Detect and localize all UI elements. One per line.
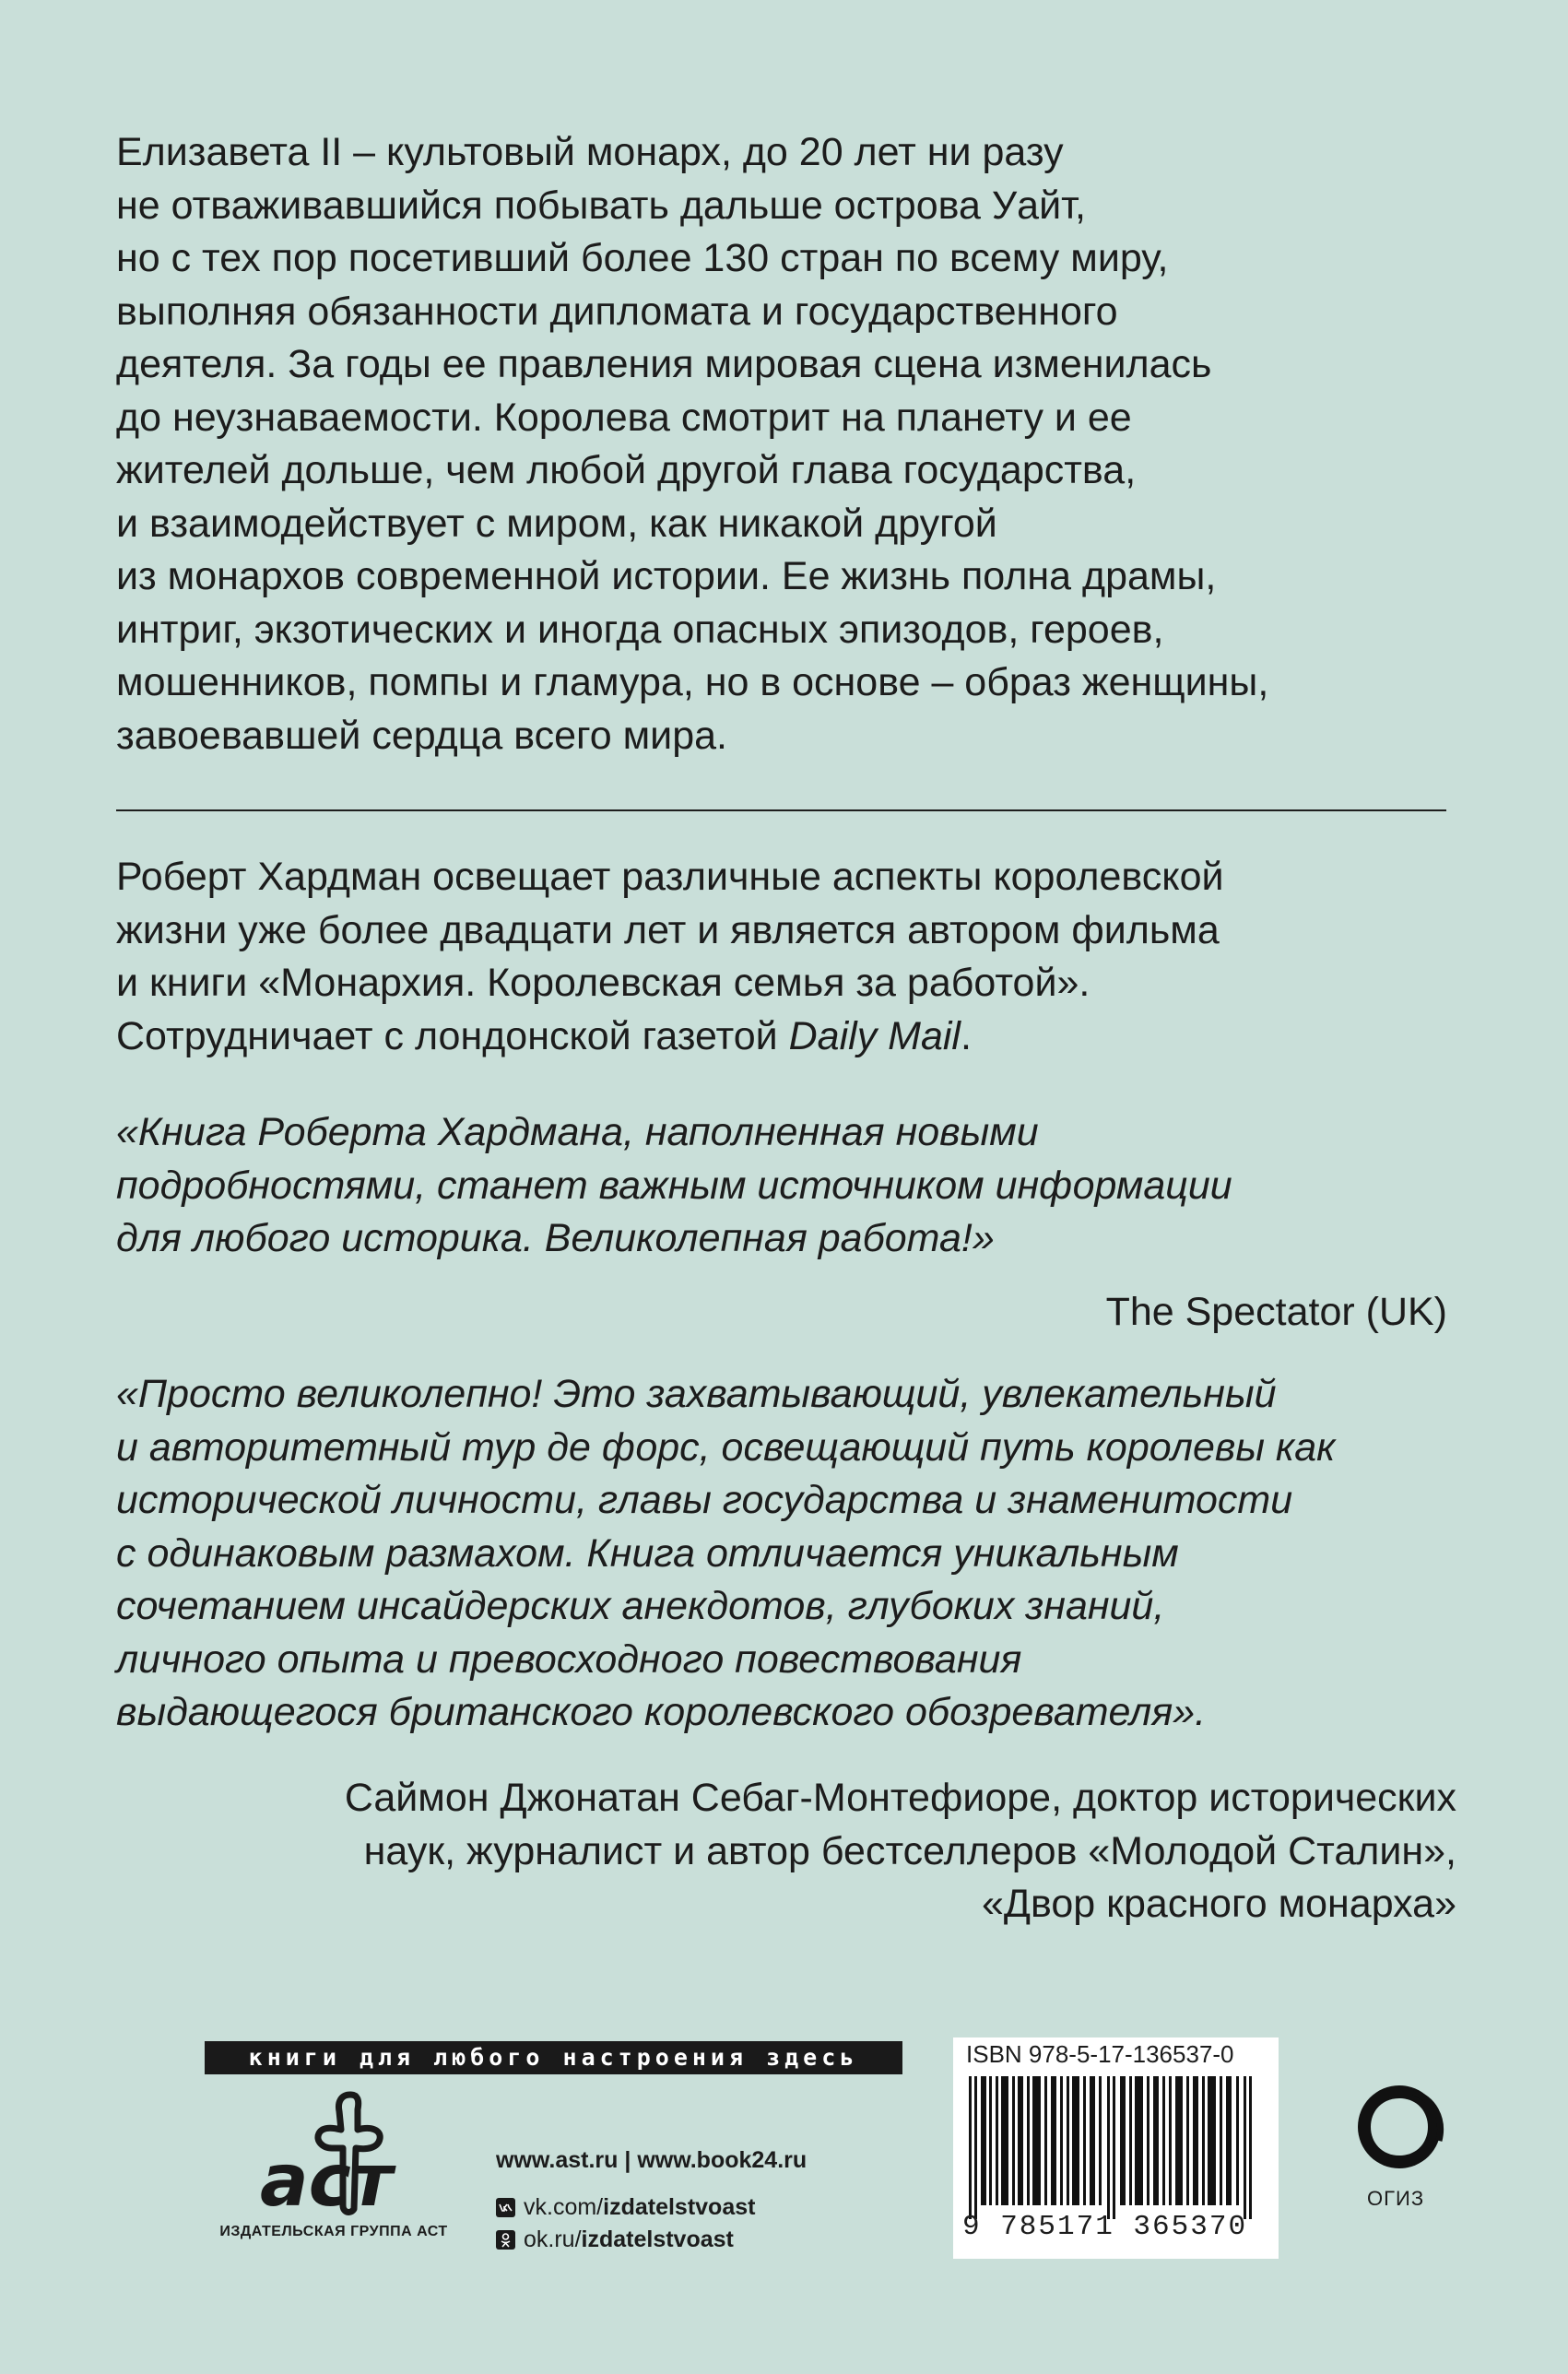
annotation-line: интриг, экзотических и иногда опасных эпизодов, героев, (116, 607, 1164, 652)
annotation-paragraph (116, 126, 1462, 762)
author-bio-line: и книги «Монархия. Королевская семья за работой». (116, 961, 1091, 1005)
quote-line: выдающегося британского королевского обозревателя». (116, 1690, 1207, 1734)
ast-logo-text: аст (260, 2140, 394, 2222)
review-quote-1 (116, 1106, 1462, 1266)
ok-handle: izdatelstvoast (581, 2226, 734, 2252)
quote-line: подробностями, станет важным источником информации (116, 1163, 1232, 1208)
ast-logo-icon (242, 2087, 426, 2222)
ok-link[interactable] (496, 2226, 734, 2253)
vk-icon (496, 2198, 515, 2217)
annotation-line: Елизавета II – культовый монарх, до 20 лет ни разу (116, 130, 1064, 174)
review-source-1: The Spectator (UK) (1105, 1290, 1447, 1334)
annotation-line: мошенников, помпы и гламура, но в основе – образ женщины, (116, 660, 1269, 704)
author-bio-line: жизни уже более двадцати лет и является автором фильма (116, 907, 1220, 952)
website-links[interactable]: www.ast.ru | www.book24.ru (496, 2147, 808, 2173)
barcode-digits: 9 785171 365370 (962, 2211, 1248, 2243)
annotation-line: и взаимодействует с миром, как никакой другой (116, 501, 997, 546)
author-bio-end: . (961, 1013, 972, 1058)
review-source-2 (345, 1772, 1456, 1931)
source-line: наук, журналист и автор бестселлеров «Молодой Сталин», (363, 1828, 1456, 1873)
ok-icon (496, 2230, 515, 2250)
publisher-name: ИЗДАТЕЛЬСКАЯ ГРУППА АСТ (219, 2224, 448, 2239)
vk-link[interactable] (496, 2194, 755, 2221)
annotation-line: деятеля. За годы ее правления мировая сцена изменилась (116, 342, 1212, 386)
author-bio-line (116, 1010, 1462, 1064)
author-bio (116, 851, 1462, 1063)
isbn-number: ISBN 978-5-17-136537-0 (966, 2040, 1234, 2068)
annotation-line: завоевавшей сердца всего мира. (116, 713, 727, 758)
ogiz-logo-icon (1349, 2074, 1450, 2179)
newspaper-name: Daily Mail (788, 1013, 961, 1058)
annotation-line: не отваживавшийся побывать дальше острова Уайт, (116, 183, 1086, 228)
vk-prefix: vk.com/ (524, 2194, 604, 2220)
quote-line: «Просто великолепно! Это захватывающий, увлекательный (116, 1372, 1277, 1416)
source-line: «Двор красного монарха» (982, 1882, 1456, 1926)
review-quote-2 (116, 1368, 1462, 1740)
source-line: Саймон Джонатан Себаг-Монтефиоре, доктор исторических (344, 1776, 1456, 1820)
quote-line: «Книга Роберта Хардмана, наполненная новыми (116, 1110, 1039, 1154)
annotation-line: из монархов современной истории. Ее жизнь полна драмы, (116, 554, 1217, 598)
slogan-bar: книги для любого настроения здесь (205, 2041, 902, 2074)
annotation-line: но с тех пор посетивший более 130 стран по всему миру, (116, 236, 1169, 280)
author-bio-line: Роберт Хардман освещает различные аспекты королевской (116, 855, 1224, 899)
quote-line: личного опыта и превосходного повествования (116, 1636, 1022, 1682)
barcode-icon (963, 2076, 1258, 2219)
quote-line: и авторитетный тур де форс, освещающий путь королевы как (116, 1424, 1336, 1470)
quote-line: сочетанием инсайдерских анекдотов, глубоких знаний, (116, 1584, 1165, 1628)
ok-prefix: ok.ru/ (524, 2226, 582, 2252)
vk-handle: izdatelstvoast (603, 2194, 756, 2220)
quote-line: с одинаковым размахом. Книга отличается уникальным (116, 1530, 1179, 1576)
section-divider (116, 809, 1446, 811)
annotation-line: выполняя обязанности дипломата и государственного (116, 289, 1118, 334)
quote-line: исторической личности, главы государства и знаменитости (116, 1478, 1293, 1522)
quote-line: для любого историка. Великолепная работа!» (116, 1216, 995, 1260)
author-bio-last-line: Сотрудничает с лондонской газетой (116, 1013, 789, 1058)
annotation-line: жителей дольше, чем любой другой глава государства, (116, 448, 1137, 492)
imprint-name: ОГИЗ (1367, 2187, 1425, 2210)
annotation-line: до неузнаваемости. Королева смотрит на планету и ее (116, 395, 1132, 440)
